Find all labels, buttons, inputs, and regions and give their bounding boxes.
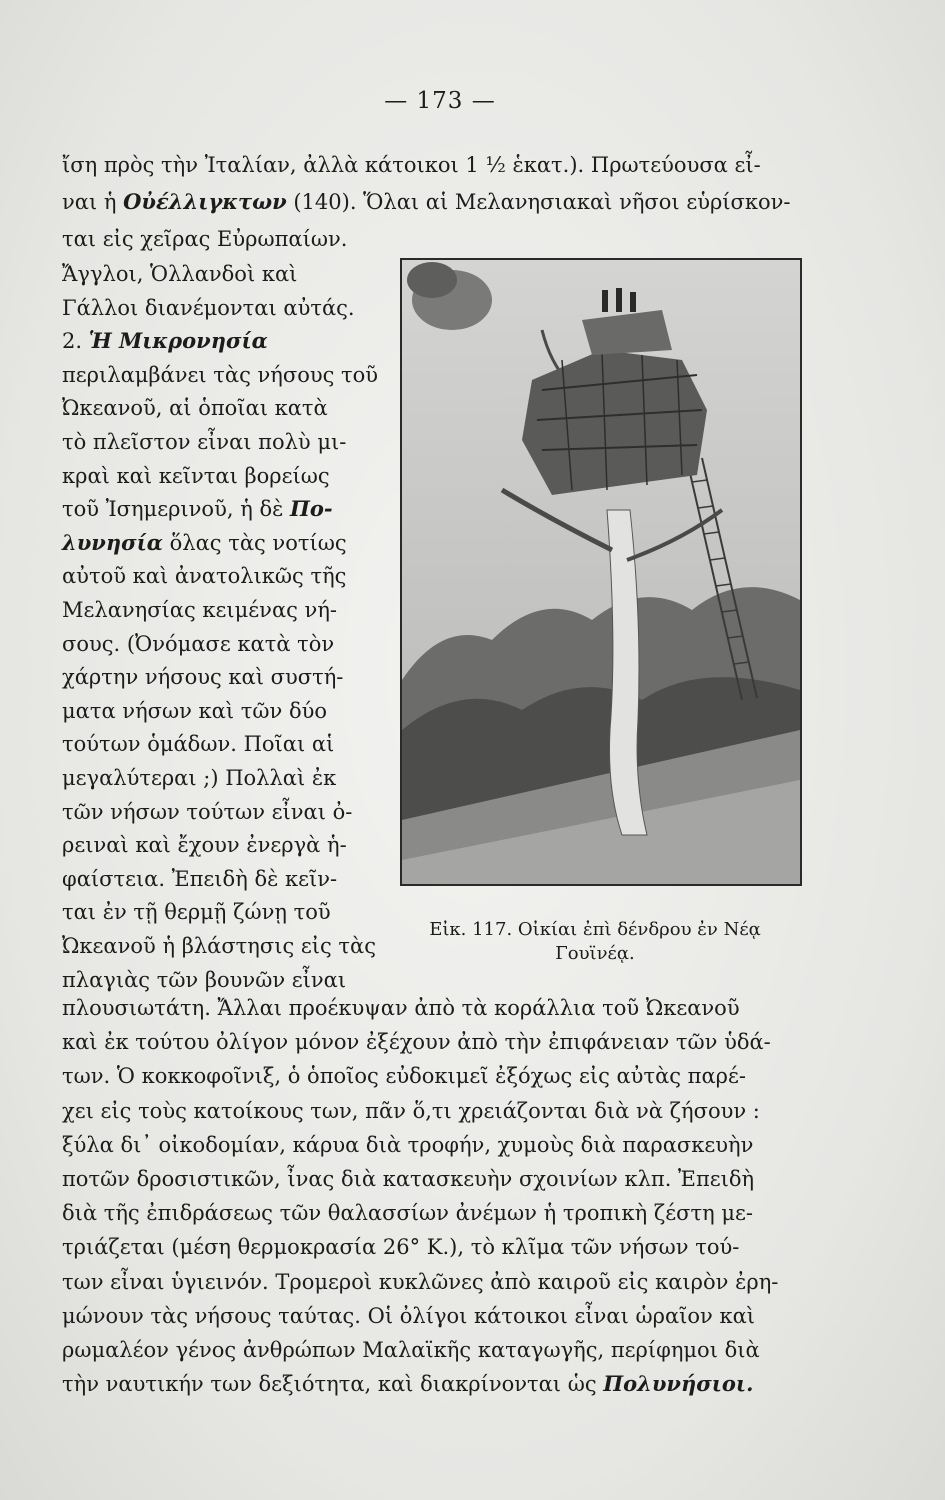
text-line: ἴση πρὸς τὴν Ἰταλίαν, ἀλλὰ κάτοικοι 1 ½ ἑκατ.). Πρωτεύουσα εἶ- [62, 153, 761, 177]
text-segment: τοῦ Ἰσημερινοῦ, ἡ δὲ [62, 497, 291, 522]
text-line: πλουσιωτάτη. Ἄλλαι προέκυψαν ἀπὸ τὰ κοράλλια τοῦ Ὠκεανοῦ [62, 996, 740, 1020]
text-line [62, 326, 372, 356]
text-line: τούτων ὁμάδων. Ποῖαι αἱ [62, 732, 335, 757]
text-line: Ὠκεανοῦ, αἱ ὁποῖαι κατὰ [62, 396, 328, 421]
text-line: ξύλα δι᾽ οἰκοδομίαν, κάρυα διὰ τροφήν, χυμοὺς διὰ παρασκευὴν [62, 1132, 754, 1157]
caption-line-1: Εἰκ. 117. Οἰκίαι ἐπὶ δένδρου ἐν Νέᾳ [429, 919, 761, 940]
text-line: περιλαμβάνει τὰς νήσους τοῦ [62, 362, 379, 387]
text-line: διὰ τῆς ἐπιδράσεως τῶν θαλασσίων ἀνέμων ἡ τροπικὴ ζέστη με- [62, 1201, 754, 1226]
text-line: Ἄγγλοι, Ὁλλανδοὶ καὶ [62, 262, 298, 286]
text-line: ται ἐν τῇ θερμῇ ζώνῃ τοῦ [62, 900, 331, 925]
text-line: ματα νήσων καὶ τῶν δύο [62, 698, 328, 723]
text-line: τῶν νήσων τούτων εἶναι ὀ- [62, 799, 353, 824]
text-line: φαίστεια. Ἐπειδὴ δὲ κεῖν- [62, 866, 338, 891]
text-line: ται εἰς χεῖρας Εὐρωπαίων. [62, 227, 348, 251]
emphasis-term: Ἡ Μικρονησία [88, 328, 268, 354]
emphasis-term: Πο- [290, 496, 333, 522]
text-segment: 2. [62, 329, 89, 354]
text-line: μεγαλύτεραι ;) Πολλαὶ ἐκ [62, 766, 337, 790]
text-line: κραὶ καὶ κεῖνται βορείως [62, 463, 330, 488]
tree-house-photo [400, 258, 802, 886]
text-line [62, 494, 372, 524]
page-number: — 173 — [384, 88, 496, 114]
text-line [62, 1369, 802, 1399]
text-line [62, 187, 802, 217]
text-line: ρειναὶ καὶ ἔχουν ἐνεργὰ ἡ- [62, 833, 347, 858]
text-line: σους. (Ὀνόμασε κατὰ τὸν [62, 631, 335, 656]
text-segment: ὅλας τὰς νοτίως [162, 530, 347, 555]
text-line: Ὠκεανοῦ ἡ βλάστησις εἰς τὰς [62, 934, 376, 958]
text-line: τριάζεται (μέση θερμοκρασία 26° Κ.), τὸ κλῖμα τῶν νήσων τού- [62, 1235, 740, 1260]
figure-caption [385, 918, 805, 966]
text-line: ρωμαλέον γένος ἀνθρώπων Μαλαϊκῆς καταγωγῆς, περίφημοι διὰ [62, 1338, 760, 1362]
text-line: Γάλλοι διανέμονται αὐτάς. [62, 295, 355, 320]
text-line: μώνουν τὰς νήσους ταύτας. Οἱ ὀλίγοι κάτοικοι εἶναι ὡραῖον καὶ [62, 1303, 755, 1328]
text-line: τὸ πλεῖστον εἶναι πολὺ μι- [62, 430, 347, 454]
text-line: χάρτην νήσους καὶ συστή- [62, 665, 344, 690]
text-line: των εἶναι ὑγιεινόν. Τρομεροὶ κυκλῶνες ἀπὸ καιροῦ εἰς καιρὸν ἐρη- [62, 1269, 779, 1294]
caption-line-2: Γουϊνέᾳ. [555, 943, 635, 964]
text-line: Μελανησίας κειμένας νή- [62, 598, 337, 622]
text-line: καὶ ἐκ τούτου ὀλίγον μόνον ἐξέχουν ἀπὸ τὴν ἐπιφάνειαν τῶν ὑδά- [62, 1030, 771, 1055]
text-line: πλαγιὰς τῶν βουνῶν εἶναι [62, 967, 347, 992]
text-segment: ναι ἡ [62, 190, 124, 214]
emphasis-term: Πολυνήσιοι. [603, 1371, 754, 1397]
text-line [62, 528, 372, 558]
emphasis-term: Οὐέλλιγκτων [123, 189, 287, 214]
text-line: αὐτοῦ καὶ ἀνατολικῶς τῆς [62, 564, 347, 589]
text-line: ποτῶν δροσιστικῶν, ἶνας διὰ κατασκευὴν σχοινίων κλπ. Ἐπειδὴ [62, 1167, 755, 1191]
tree-house-illustration [402, 260, 800, 884]
text-line: χει εἰς τοὺς κατοίκους των, πᾶν ὅ,τι χρειάζονται διὰ νὰ ζήσουν : [62, 1098, 760, 1123]
text-line: των. Ὁ κοκκοφοῖνιξ, ὁ ὁποῖος εὐδοκιμεῖ ἐξόχως εἰς αὐτὰς παρέ- [62, 1064, 746, 1089]
text-segment: τὴν ναυτικήν των δεξιότητα, καὶ διακρίνονται ὡς [62, 1372, 604, 1397]
emphasis-term: λυνησία [62, 529, 163, 555]
text-segment: (140). Ὅλαι αἱ Μελανησιακαὶ νῆσοι εὑρίσκον- [286, 190, 791, 214]
